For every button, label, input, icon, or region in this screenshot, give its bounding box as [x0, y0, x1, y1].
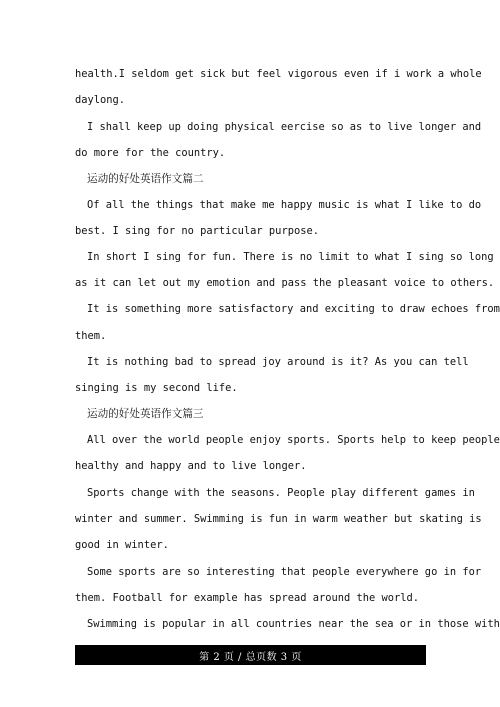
text-line: It is something more satisfactory and exciting to draw echoes from	[87, 303, 500, 315]
text-line: as it can let out my emotion and pass the pleasant voice to others.	[75, 277, 495, 289]
text-line: Sports change with the seasons. People play different games in	[87, 487, 475, 499]
text-line: do more for the country.	[75, 147, 226, 159]
text-line: Some sports are so interesting that people everywhere go in for	[87, 566, 482, 578]
page-footer	[75, 645, 426, 665]
text-line: daylong.	[75, 94, 126, 106]
text-line: All over the world people enjoy sports. Sports help to keep people	[87, 434, 500, 446]
text-line: I shall keep up doing physical eercise so as to live longer and	[87, 121, 482, 133]
text-line: healthy and happy and to live longer.	[75, 460, 307, 472]
text-line: In short I sing for fun. There is no limit to what I sing so long	[87, 251, 494, 263]
text-line: best. I sing for no particular purpose.	[75, 225, 319, 237]
text-line: them. Football for example has spread around the world.	[75, 592, 420, 604]
text-line: Of all the things that make me happy music is what I like to do	[87, 199, 482, 211]
section-heading: 运动的好处英语作文篇二	[87, 173, 204, 185]
text-line: good in winter.	[75, 539, 169, 551]
section-heading: 运动的好处英语作文篇三	[87, 408, 204, 420]
text-line: health.I seldom get sick but feel vigorous even if i work a whole	[75, 68, 482, 80]
text-line: them.	[75, 330, 107, 342]
text-line: winter and summer. Swimming is fun in warm weather but skating is	[75, 513, 482, 525]
text-line: Swimming is popular in all countries near the sea or in those with	[87, 618, 500, 630]
text-line: singing is my second life.	[75, 382, 238, 394]
page-number-label: 第 2 页 / 总页数 3 页	[199, 651, 302, 663]
text-line: It is nothing bad to spread joy around is it? As you can tell	[87, 356, 469, 368]
